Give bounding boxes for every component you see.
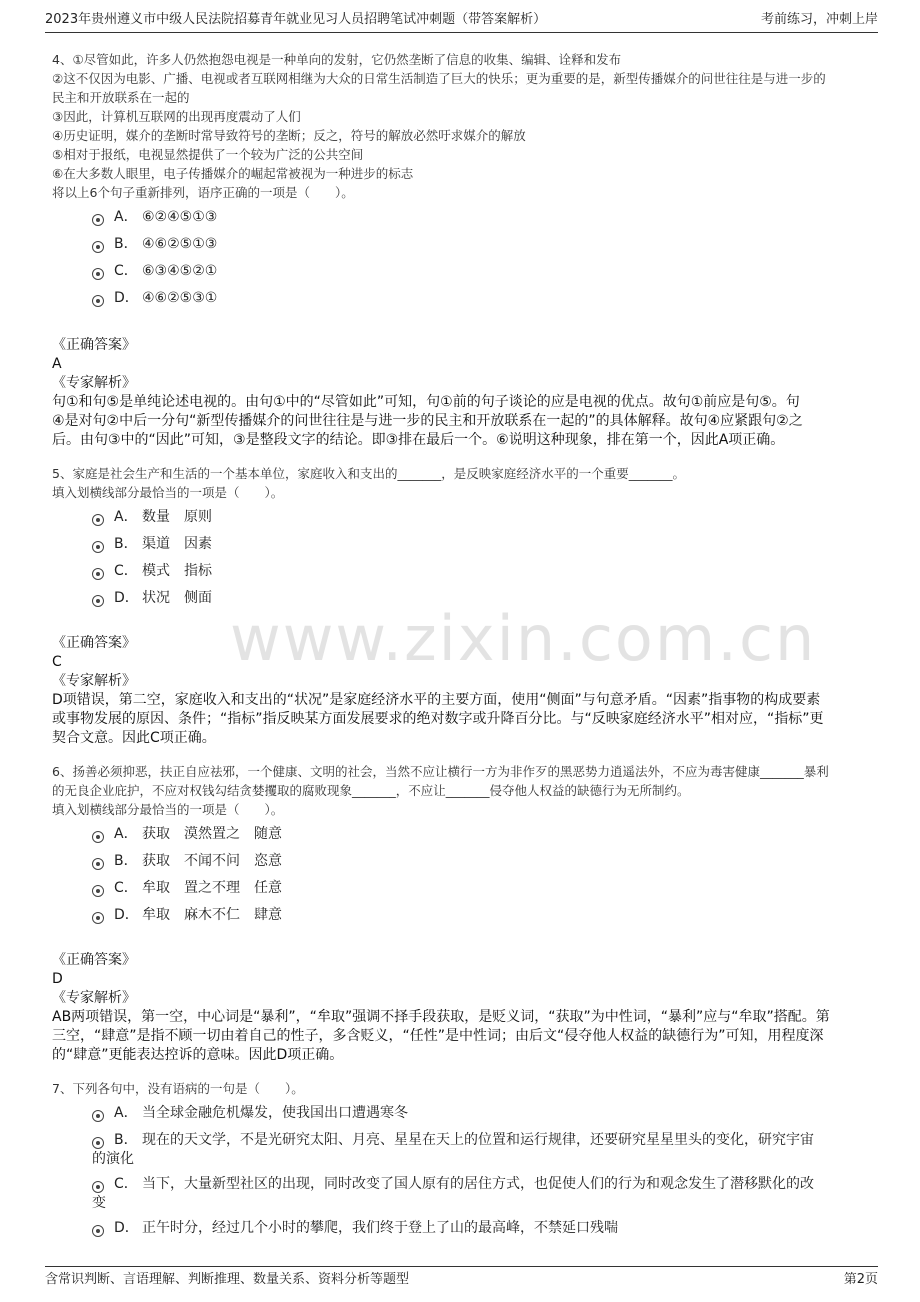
radio-button-icon[interactable] bbox=[92, 1110, 104, 1122]
option-letter: C． bbox=[114, 1176, 138, 1192]
analysis-line: 的“肆意”更能表达控诉的意味。因此D项正确。 bbox=[52, 1047, 344, 1063]
option-text: 正午时分，经过几个小时的攀爬，我们终于登上了山的最高峰，不禁延口残喘 bbox=[142, 1220, 618, 1236]
radio-button-icon[interactable] bbox=[92, 858, 104, 870]
question-7 bbox=[52, 1079, 860, 1238]
question-4-line: 将以上6个句子重新排列，语序正确的一项是（ ）。 bbox=[52, 185, 354, 200]
header-slogan: 考前练习，冲刺上岸 bbox=[760, 12, 878, 27]
document-title: 2023年贵州遵义市中级人民法院招募青年就业见习人员招聘笔试冲刺题（带答案解析） bbox=[45, 12, 547, 27]
radio-button-icon[interactable] bbox=[92, 568, 104, 580]
radio-button-icon[interactable] bbox=[92, 214, 104, 226]
radio-button-icon[interactable] bbox=[92, 595, 104, 607]
question-4-line: 4、①尽管如此，许多人仍然抱怨电视是一种单向的发射，它仍然垄断了信息的收集、编辑、诠释和发布 bbox=[52, 52, 622, 67]
analysis-label: 《专家解析》 bbox=[52, 990, 136, 1006]
radio-button-icon[interactable] bbox=[92, 831, 104, 843]
answer-value: C bbox=[52, 654, 62, 670]
footer-topics: 含常识判断、言语理解、判断推理、数量关系、资料分析等题型 bbox=[45, 1272, 410, 1287]
question-4-line: ②这不仅因为电影、广播、电视或者互联网相继为大众的日常生活制造了巨大的快乐；更为重要的是，新型传播媒介的问世往往是与进一步的 bbox=[52, 71, 826, 86]
page-header bbox=[45, 10, 878, 33]
option-c[interactable] bbox=[92, 562, 860, 581]
radio-button-icon[interactable] bbox=[92, 268, 104, 280]
answer-label: 《正确答案》 bbox=[52, 337, 136, 353]
option-text: 牟取 麻木不仁 肆意 bbox=[142, 907, 282, 923]
option-text: ⑥③④⑤②① bbox=[142, 263, 218, 279]
question-7-line: 7、下列各句中，没有语病的一句是（ ）。 bbox=[52, 1081, 304, 1096]
option-letter: B． bbox=[114, 1132, 138, 1148]
option-d[interactable] bbox=[92, 1219, 860, 1238]
option-letter: B． bbox=[114, 853, 138, 869]
option-c[interactable] bbox=[92, 879, 860, 898]
analysis-label: 《专家解析》 bbox=[52, 375, 136, 391]
page-content bbox=[52, 50, 860, 1238]
option-letter: A． bbox=[114, 1105, 138, 1121]
option-letter: C． bbox=[114, 563, 138, 579]
option-text: 当下，大量新型社区的出现，同时改变了国人原有的居住方式，也促使人们的行为和观念发生了潜移默化的改 bbox=[142, 1176, 814, 1192]
radio-button-icon[interactable] bbox=[92, 514, 104, 526]
question-4-line: ⑥在大多数人眼里，电子传播媒介的崛起常被视为一种进步的标志 bbox=[52, 166, 414, 181]
option-letter: D． bbox=[114, 290, 139, 306]
option-text: 获取 不闻不问 恣意 bbox=[142, 853, 282, 869]
analysis-line: 或事物发展的原因、条件；“指标”指反映某方面发展要求的绝对数字或升降百分比。与“反映家庭经济水平”相对应，“指标”更 bbox=[52, 711, 824, 727]
radio-button-icon[interactable] bbox=[92, 295, 104, 307]
analysis-line: 后。由句③中的“因此”可知，③是整段文字的结论。即③排在最后一个。⑥说明这种现象，排在第一个，因此A项正确。 bbox=[52, 432, 785, 448]
radio-button-icon[interactable] bbox=[92, 241, 104, 253]
option-letter: D． bbox=[114, 907, 139, 923]
option-text: 数量 原则 bbox=[142, 509, 212, 525]
option-text: 状况 侧面 bbox=[142, 590, 212, 606]
question-4-line: ③因此，计算机互联网的出现再度震动了人们 bbox=[52, 109, 301, 124]
answer-value: A bbox=[52, 356, 62, 372]
option-text: 模式 指标 bbox=[142, 563, 212, 579]
question-4-line: ④历史证明，媒介的垄断时常导致符号的垄断；反之，符号的解放必然吁求媒介的解放 bbox=[52, 128, 526, 143]
option-text-continued: 的演化 bbox=[92, 1151, 134, 1167]
radio-button-icon[interactable] bbox=[92, 1225, 104, 1237]
option-letter: B． bbox=[114, 536, 138, 552]
option-text: 获取 漠然置之 随意 bbox=[142, 826, 282, 842]
option-d[interactable] bbox=[92, 289, 860, 308]
option-c[interactable] bbox=[92, 1175, 860, 1213]
question-4 bbox=[52, 50, 860, 450]
option-letter: C． bbox=[114, 263, 138, 279]
question-5-line: 填入划横线部分最恰当的一项是（ ）。 bbox=[52, 485, 284, 500]
option-letter: B． bbox=[114, 236, 138, 252]
answer-label: 《正确答案》 bbox=[52, 635, 136, 651]
radio-button-icon[interactable] bbox=[92, 1181, 104, 1193]
question-6 bbox=[52, 762, 860, 1065]
radio-button-icon[interactable] bbox=[92, 1137, 104, 1149]
option-b[interactable] bbox=[92, 1131, 860, 1169]
option-letter: D． bbox=[114, 1220, 139, 1236]
question-5-line: 5、家庭是社会生产和生活的一个基本单位，家庭收入和支出的_______，是反映家庭经济水平的一个重要_______。 bbox=[52, 466, 685, 481]
option-a[interactable] bbox=[92, 208, 860, 227]
question-6-line: 6、扬善必须抑恶，扶正自应祛邪，一个健康、文明的社会，当然不应让横行一方为非作歹的黑恶势力逍遥法外，不应为毒害健康_______暴利 bbox=[52, 764, 829, 779]
question-6-line: 的无良企业庇护，不应对权钱勾结贪婪攫取的腐败现象_______，不应让_______侵夺他人权益的缺德行为无所制约。 bbox=[52, 783, 690, 798]
option-a[interactable] bbox=[92, 1104, 860, 1123]
radio-button-icon[interactable] bbox=[92, 912, 104, 924]
question-4-line: 民主和开放联系在一起的 bbox=[52, 90, 190, 105]
option-text: ⑥②④⑤①③ bbox=[142, 209, 218, 225]
option-letter: C． bbox=[114, 880, 138, 896]
answer-label: 《正确答案》 bbox=[52, 952, 136, 968]
option-text: ④⑥②⑤③① bbox=[142, 290, 218, 306]
option-d[interactable] bbox=[92, 589, 860, 608]
analysis-line: ④是对句②中后一分句“新型传播媒介的问世往往是与进一步的民主和开放联系在一起的”的具体解释。故句④应紧跟句②之 bbox=[52, 413, 803, 429]
option-d[interactable] bbox=[92, 906, 860, 925]
option-text: 当全球金融危机爆发，使我国出口遭遇寒冬 bbox=[142, 1105, 408, 1121]
analysis-label: 《专家解析》 bbox=[52, 673, 136, 689]
page-footer bbox=[45, 1266, 878, 1291]
option-text-continued: 变 bbox=[92, 1195, 106, 1211]
option-text: 牟取 置之不理 任意 bbox=[142, 880, 282, 896]
option-letter: A． bbox=[114, 209, 138, 225]
analysis-line: 句①和句⑤是单纯论述电视的。由句①中的“尽管如此”可知，句①前的句子谈论的应是电视的优点。故句①前应是句⑤。句 bbox=[52, 394, 800, 410]
question-5 bbox=[52, 464, 860, 748]
option-b[interactable] bbox=[92, 852, 860, 871]
analysis-line: AB两项错误，第一空，中心词是“暴利”，“牟取”强调不择手段获取，是贬义词，“获取”为中性词，“暴利”应与“牟取”搭配。第 bbox=[52, 1009, 830, 1025]
option-letter: A． bbox=[114, 509, 138, 525]
option-b[interactable] bbox=[92, 535, 860, 554]
option-b[interactable] bbox=[92, 235, 860, 254]
question-4-line: ⑤相对于报纸，电视显然提供了一个较为广泛的公共空间 bbox=[52, 147, 364, 162]
option-c[interactable] bbox=[92, 262, 860, 281]
page-number: 第2页 bbox=[843, 1272, 878, 1287]
option-text: ④⑥②⑤①③ bbox=[142, 236, 218, 252]
answer-value: D bbox=[52, 971, 63, 987]
option-text: 现在的天文学，不是光研究太阳、月亮、星星在天上的位置和运行规律，还要研究星星里头的变化，研究宇宙 bbox=[142, 1132, 814, 1148]
radio-button-icon[interactable] bbox=[92, 885, 104, 897]
option-a[interactable] bbox=[92, 825, 860, 844]
analysis-line: D项错误，第二空，家庭收入和支出的“状况”是家庭经济水平的主要方面，使用“侧面”与句意矛盾。“因素”指事物的构成要素 bbox=[52, 692, 821, 708]
option-text: 渠道 因素 bbox=[142, 536, 212, 552]
analysis-line: 三空，“肆意”是指不顾一切由着自己的性子，多含贬义，“任性”是中性词；由后文“侵夺他人权益的缺德行为”可知，用程度深 bbox=[52, 1028, 824, 1044]
option-letter: D． bbox=[114, 590, 139, 606]
option-letter: A． bbox=[114, 826, 138, 842]
question-6-line: 填入划横线部分最恰当的一项是（ ）。 bbox=[52, 802, 284, 817]
option-a[interactable] bbox=[92, 508, 860, 527]
radio-button-icon[interactable] bbox=[92, 541, 104, 553]
analysis-line: 契合文意。因此C项正确。 bbox=[52, 730, 216, 746]
watermark: www.zixin.com.cn bbox=[230, 602, 817, 675]
